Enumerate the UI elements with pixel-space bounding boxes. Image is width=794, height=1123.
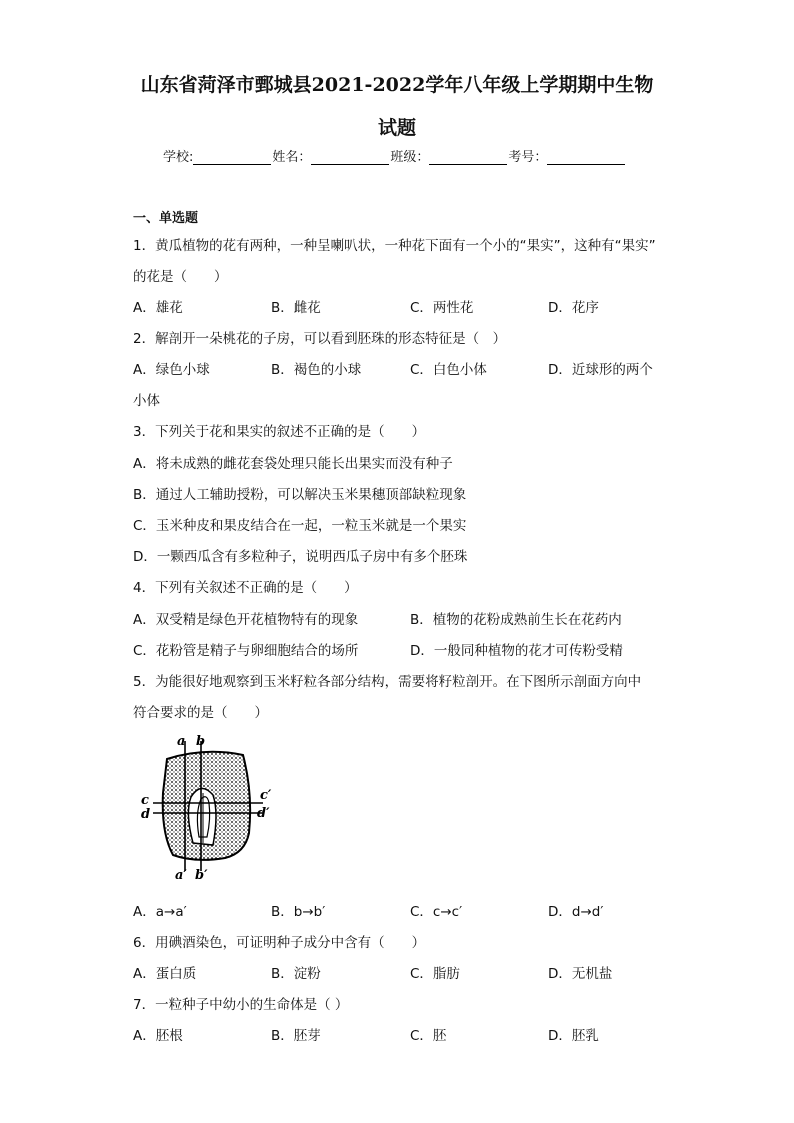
section-heading: 一、单选题 [133, 211, 199, 226]
q3-option-d: D．一颗西瓜含有多粒种子，说明西瓜子房中有多个胚珠 [133, 549, 468, 565]
q1-option-d: D．花序 [548, 300, 599, 316]
q5-option-c: C．c→c′ [410, 904, 463, 920]
q6-option-a: A．蛋白质 [133, 966, 197, 982]
q5-option-a: A．a→a′ [133, 904, 187, 920]
label-c: c [141, 793, 149, 808]
label-a-prime: a′ [175, 868, 187, 883]
q6-stem: 6．用碘酒染色，可证明种子成分中含有（ ） [133, 935, 426, 951]
student-info-row [163, 146, 626, 165]
q7-option-c: C．胚 [410, 1028, 447, 1044]
q1-stem-line1: 1．黄瓜植物的花有两种，一种呈喇叭状，一种花下面有一个小的“果实”，这种有“果实” [133, 238, 656, 254]
label-b: b [196, 734, 206, 749]
q2-option-a: A．绿色小球 [133, 362, 210, 378]
school-blank[interactable] [193, 150, 271, 165]
q3-option-a: A．将未成熟的雌花套袋处理只能长出果实而没有种子 [133, 456, 453, 472]
corn-kernel-section-figure [135, 733, 280, 883]
q4-option-a: A．双受精是绿色开花植物特有的现象 [133, 612, 359, 628]
q4-option-b: B．植物的花粉成熟前生长在花药内 [410, 612, 622, 628]
q6-option-b: B．淀粉 [271, 966, 321, 982]
q7-option-a: A．胚根 [133, 1028, 183, 1044]
corn-kernel-shape [163, 752, 250, 860]
class-blank[interactable] [429, 150, 507, 165]
q4-option-d: D．一般同种植物的花才可传粉受精 [410, 643, 623, 659]
q6-option-c: C．脂肪 [410, 966, 460, 982]
q2-option-b: B．褐色的小球 [271, 362, 362, 378]
q3-option-b: B．通过人工辅助授粉，可以解决玉米果穗顶部缺粒现象 [133, 487, 467, 503]
q3-option-c: C．玉米种皮和果皮结合在一起，一粒玉米就是一个果实 [133, 518, 467, 534]
q2-stem: 2．解剖开一朵桃花的子房，可以看到胚珠的形态特征是（ ） [133, 331, 507, 347]
exam-number-blank[interactable] [547, 150, 625, 165]
q5-option-b: B．b→b′ [271, 904, 326, 920]
q7-option-b: B．胚芽 [271, 1028, 321, 1044]
q7-stem: 7．一粒种子中幼小的生命体是（ ） [133, 997, 349, 1013]
exam-number-label: 考号： [508, 150, 548, 165]
q4-option-c: C．花粉管是精子与卵细胞结合的场所 [133, 643, 359, 659]
q4-stem: 4．下列有关叙述不正确的是（ ） [133, 580, 358, 596]
q2-option-c: C．白色小体 [410, 362, 487, 378]
school-label: 学校: [163, 150, 194, 165]
exam-title-line1: 山东省菏泽市鄄城县2021-2022学年八年级上学期期中生物 [140, 74, 654, 96]
q2-option-d: D．近球形的两个 [548, 362, 653, 378]
q1-option-b: B．雌花 [271, 300, 321, 316]
label-d: d [141, 807, 151, 822]
name-label: 姓名： [272, 150, 312, 165]
name-blank[interactable] [311, 150, 389, 165]
q6-option-d: D．无机盐 [548, 966, 613, 982]
label-b-prime: b′ [195, 868, 208, 883]
q3-stem: 3．下列关于花和果实的叙述不正确的是（ ） [133, 424, 426, 440]
q2-option-d-continued: 小体 [133, 393, 160, 409]
q1-option-c: C．两性花 [410, 300, 474, 316]
q5-stem-line2: 符合要求的是（ ） [133, 705, 268, 721]
q5-stem-line1: 5．为能很好地观察到玉米籽粒各部分结构，需要将籽粒剖开。在下图所示剖面方向中 [133, 674, 642, 690]
q1-stem-line2: 的花是（ ） [133, 269, 228, 285]
label-d-prime: d′ [257, 806, 270, 821]
label-c-prime: c′ [260, 788, 272, 803]
class-label: 班级： [390, 150, 430, 165]
label-a: a [177, 734, 186, 749]
q1-option-a: A．雄花 [133, 300, 183, 316]
q7-option-d: D．胚乳 [548, 1028, 599, 1044]
exam-title-line2: 试题 [377, 117, 416, 139]
q5-option-d: D．d→d′ [548, 904, 604, 920]
